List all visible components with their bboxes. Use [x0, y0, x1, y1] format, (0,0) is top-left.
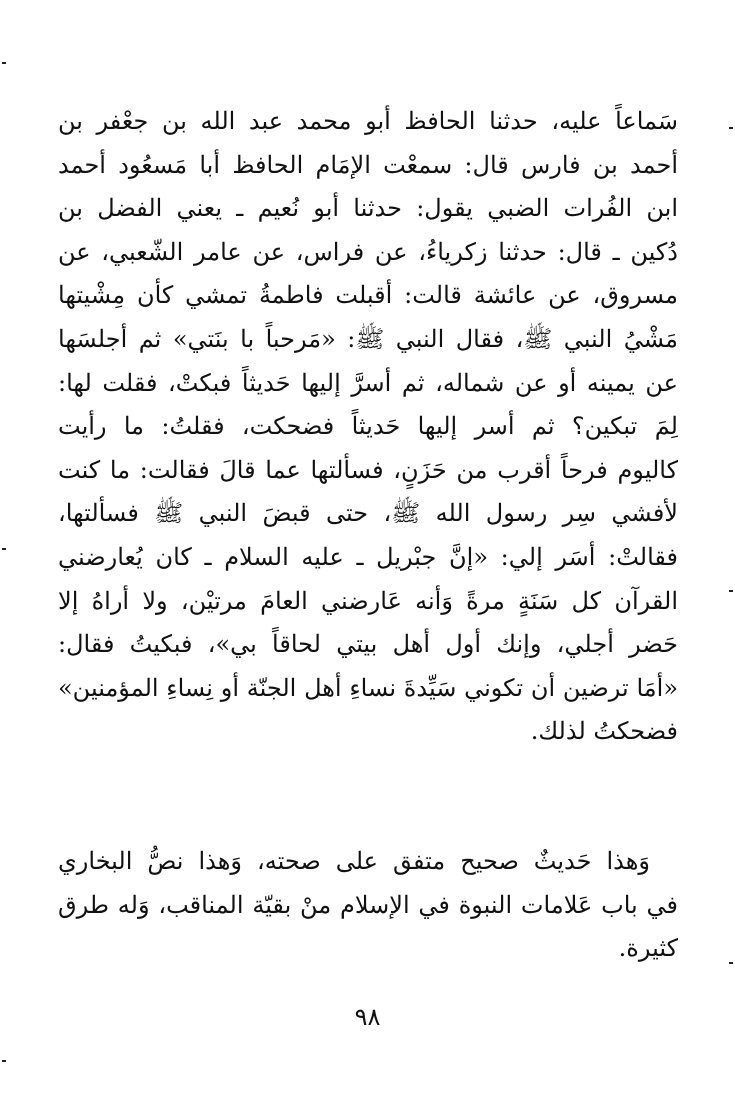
edge-mark-top [2, 62, 6, 64]
text-line: حَضر أجلي، وإنك أول أهل بيتي لحاقاً بي»، فبكيتُ فقال: [58, 630, 678, 659]
text-line: فقالتْ: أسَر إلي: «إنَّ جبْريل ـ عليه السلام ـ كان يُعارضني [58, 542, 678, 571]
edge-mark-bottom-right [729, 962, 733, 964]
text-line: مَشْيُ النبي ﷺ، فقال النبي ﷺ: «مَرحباً با بنَتي» ثم أجلسَها [58, 324, 678, 353]
text-line: فضحكتُ لذلك. [530, 717, 678, 746]
text-line: في باب عَلامات النبوة في الإسلام منْ بقيّة المناقب، وَله طرق [58, 890, 678, 919]
text-line: سَماعاً عليه، حدثنا الحافظ أبو محمد عبد الله بن جعْفر بن [58, 107, 678, 135]
text-line: أحمد بن فارس قال: سمعْت الإمَام الحافظ أبا مَسعُود أحمد [58, 150, 678, 179]
edge-mark-mid-left [2, 548, 6, 550]
text-line: لِمَ تبكين؟ ثم أسر إليها حَديثاً فضحكت، فقلتُ: ما رأيت [58, 412, 678, 441]
commentary-paragraph [58, 840, 678, 971]
text-line: القرآن كل سَنَةٍ مرةً وَأنه عَارضني العامَ مرتيْن، ولا أراهُ إلا [58, 586, 678, 615]
edge-mark-bottom-left [2, 1060, 6, 1062]
text-line: كثيرة. [618, 934, 678, 963]
text-line: لأفشي سِر رسول الله ﷺ، حتى قبضَ النبي ﷺ فسألتها، [58, 499, 678, 528]
text-line: مسروق، عن عائشة قالت: أقبلت فاطمةُ تمشي كأن مِشْيتها [58, 281, 678, 310]
text-line: ابن الفُرات الضبي يقول: حدثنا أبو نُعيم ـ يعني الفضل بن [58, 194, 678, 223]
text-line: دُكين ـ قال: حدثنا زكرياءُ، عن فراس، عن عامر الشّعبي، عن [58, 237, 678, 266]
page-number: ٩٨ [354, 1003, 381, 1031]
text-line: «أمَا ترضين أن تكوني سَيِّدةَ نساءِ أهل الجنّة أو نِساءِ المؤمنين» [58, 673, 678, 702]
text-line: كاليوم فرحاً أقرب من حَزَنٍ، فسألتها عما قالَ فقالت: ما كنت [58, 455, 678, 484]
hadith-paragraph [58, 100, 678, 754]
edge-mark-mid-right [729, 590, 733, 592]
edge-mark-right-top [729, 127, 733, 129]
text-line: عن يمينه أو عن شماله، ثم أسرَّ إليها حَديثاً فبكتْ، فقلت لها: [58, 368, 678, 397]
text-line: وَهذا حَديثٌ صحيح متفق على صحته، وَهذا نصُّ البخاري [58, 847, 650, 875]
